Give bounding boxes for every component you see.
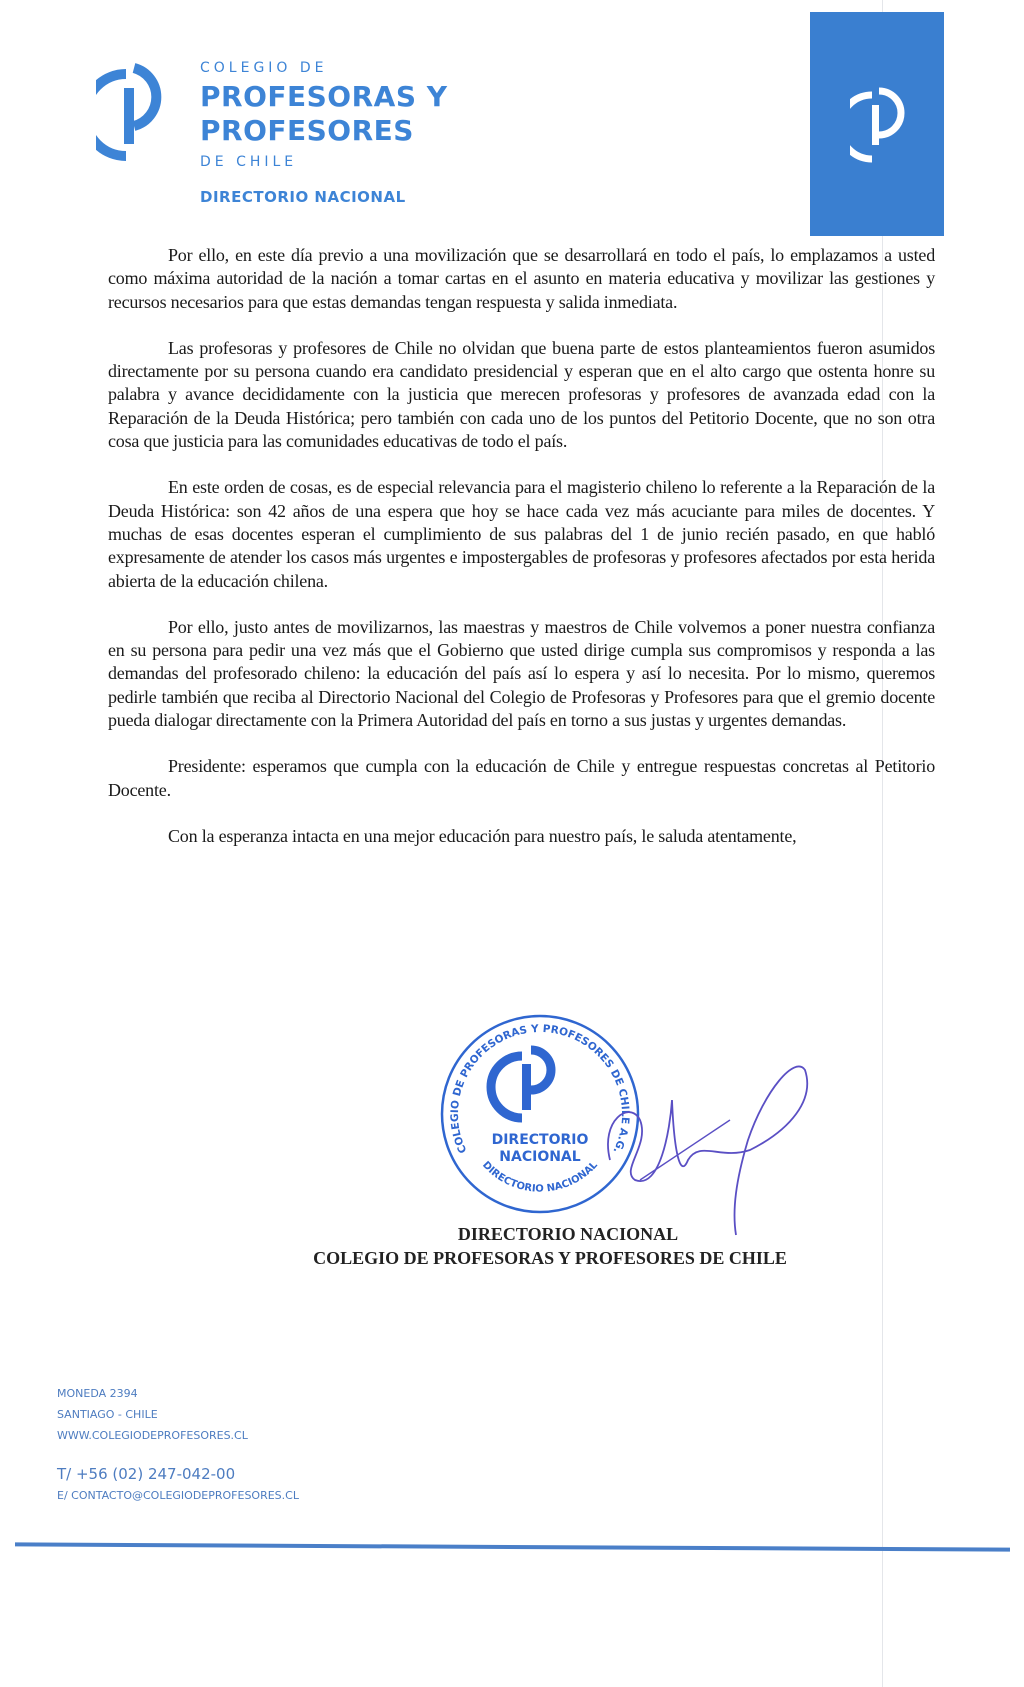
department-label: DIRECTORIO NACIONAL [200,188,406,206]
footer-contact [57,1383,299,1506]
letter-body [108,244,935,871]
seal-center-line-2: NACIONAL [499,1149,581,1165]
footer-website[interactable]: WWW.COLEGIODEPROFESORES.CL [57,1429,248,1442]
footer-email[interactable]: E/ CONTACTO@COLEGIODEPROFESORES.CL [57,1489,299,1502]
footer-divider [15,1542,1010,1551]
signature-block [280,1222,820,1270]
footer-city: SANTIAGO - CHILE [57,1408,158,1421]
signature-line-1: DIRECTORIO NACIONAL [457,1224,679,1244]
paragraph: Con la esperanza intacta en una mejor educación para nuestro país, le saluda atentamente, [168,825,797,846]
footer-address: MONEDA 2394 [57,1387,138,1400]
seal-outer-text: COLEGIO DE PROFESORAS Y PROFESORES DE CHILE A.G. [448,1022,632,1156]
org-line-2: PROFESORAS Y [200,80,448,113]
cp-logo-icon [96,60,178,170]
org-line-4: DE CHILE [200,154,298,170]
org-line-1: COLEGIO DE [200,60,328,76]
paragraph: En este orden de cosas, es de especial relevancia para el magisterio chileno lo referente a la Reparación de la Deuda Histórica: son 42 años de una espera que hoy se hace cada vez más acuciante para miles de docentes. Y muchas de esas docentes esperan el cumplimiento de sus palabras del 1 de junio recién pasado, en que habló expresamente de atender los casos más urgentes e impostergables de profesoras y profesores afectados por esta herida abierta de la educación chilena. [108,477,935,591]
cp-logo-icon [850,87,906,167]
org-line-3: PROFESORES [200,114,414,147]
side-brand-block [810,12,944,236]
organization-header [200,58,448,206]
official-seal [438,1012,642,1216]
paragraph: Presidente: esperamos que cumpla con la educación de Chile y entregue respuestas concretas al Petitorio Docente. [108,756,935,800]
footer-phone: T/ +56 (02) 247-042-00 [57,1465,236,1483]
paragraph: Las profesoras y profesores de Chile no olvidan que buena parte de estos planteamientos fueron asumidos directamente por su persona cuando era candidato presidencial y esperan que en el alto cargo que ostenta honre su palabra y avance decididamente con la justicia que merecen profesoras y profesores de avanzada edad con la Reparación de la Deuda Histórica; pero también con cada uno de los puntos del Petitorio Docente, que no son otra cosa que justicia para las comunidades educativas de todo el país. [108,337,935,452]
paragraph: Por ello, justo antes de movilizarnos, las maestras y maestros de Chile volvemos a poner nuestra confianza en su persona para pedir una vez más que el Gobierno que usted dirige cumpla sus compromisos y responda a las demandas del profesorado chileno: la educación del país así lo espera y así lo necesita. Por lo mismo, queremos pedirle también que reciba al Directorio Nacional del Colegio de Profesoras y Profesores para que el gremio docente pueda dialogar directamente con la Primera Autoridad del país en torno a sus justas y urgentes demandas. [108,616,935,731]
signature-line-2: COLEGIO DE PROFESORAS Y PROFESORES DE CHILE [313,1248,787,1268]
seal-center-line-1: DIRECTORIO [491,1132,589,1148]
paragraph: Por ello, en este día previo a una movilización que se desarrollará en todo el país, lo emplazamos a usted como máxima autoridad de la nación a tomar cartas en el asunto en materia educativa y movilizar las gestiones y recursos necesarios para que estas demandas tengan respuesta y salida inmediata. [108,245,935,312]
seal-bottom-text: DIRECTORIO NACIONAL [480,1159,600,1195]
